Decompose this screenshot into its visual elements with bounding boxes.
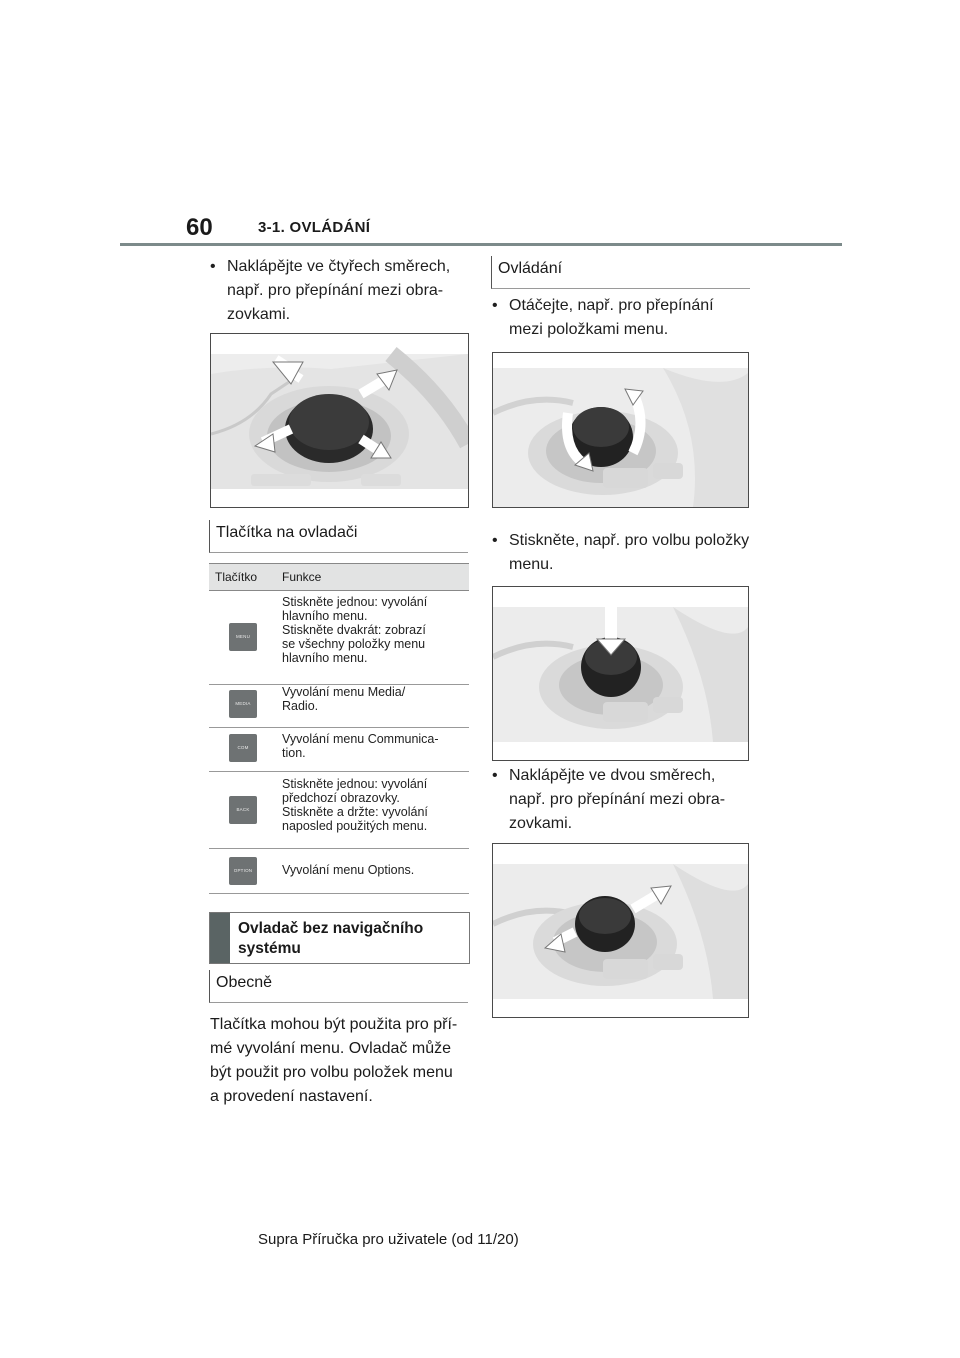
- column-header-button: Tlačítko: [215, 570, 258, 584]
- bullet-line: zovkami.: [227, 306, 291, 323]
- section-title: 3-1. OVLÁDÁNÍ: [258, 219, 371, 236]
- table-header: [209, 563, 469, 591]
- table-row: [209, 728, 469, 772]
- table-row: [209, 772, 469, 849]
- page-number: 60: [186, 214, 213, 241]
- controller-two-direction-illustration: [492, 843, 749, 1018]
- bullet-line: Naklápějte ve čtyřech směrech,: [227, 258, 451, 275]
- back-button-icon: BACK: [229, 796, 257, 824]
- function-cell: Vyvolání menu Media/ Radio.: [282, 685, 406, 713]
- table-row: [209, 849, 469, 894]
- bullet-tilt-four: [210, 255, 472, 327]
- media-button-icon: MEDIA: [229, 690, 257, 718]
- bullet-dot: •: [492, 297, 498, 314]
- bullet-dot: •: [492, 532, 498, 549]
- function-cell: Stiskněte jednou: vyvolání předchozí obrazovky. Stiskněte a držte: vyvolání naposled použitých menu.: [282, 777, 428, 833]
- section-heading-bar: [209, 912, 470, 964]
- section-marker: [210, 913, 230, 963]
- bullet-dot: •: [210, 258, 216, 275]
- subheading-general: Obecně: [209, 970, 468, 1003]
- subheading-controller-buttons: Tlačítka na ovladači: [209, 520, 468, 553]
- buttons-table: [209, 563, 469, 894]
- controller-press-illustration: [492, 586, 749, 761]
- column-header-function: Funkce: [282, 570, 322, 584]
- table-row: [209, 590, 469, 685]
- bullet-tilt-two: • Naklápějte ve dvou směrech, např. pro přepínání mezi obra- zovkami.: [509, 764, 754, 836]
- function-cell: Stiskněte jednou: vyvolání hlavního menu. Stiskněte dvakrát: zobrazí se všechny položky menu hlavního menu.: [282, 595, 428, 665]
- controller-rotate-illustration: [492, 352, 749, 508]
- controller-four-direction-illustration: [210, 333, 469, 508]
- footer-text: Supra Příručka pro uživatele (od 11/20): [258, 1231, 519, 1248]
- header-divider: [120, 243, 842, 246]
- option-button-icon: OPTION: [229, 857, 257, 885]
- bullet-rotate: • Otáčejte, např. pro přepínání mezi položkami menu.: [509, 294, 754, 342]
- section-heading: Ovladač bez navigačního systému: [238, 920, 424, 957]
- table-row: [209, 685, 469, 728]
- bullet-press: • Stiskněte, např. pro volbu položky menu.: [509, 529, 754, 577]
- communication-button-icon: COM: [229, 734, 257, 762]
- function-cell: Vyvolání menu Options.: [282, 863, 415, 877]
- menu-button-icon: MENU: [229, 623, 257, 651]
- function-cell: Vyvolání menu Communica- tion.: [282, 732, 439, 760]
- subheading-operation: Ovládání: [491, 256, 750, 289]
- bullet-line: např. pro přepínání mezi obra-: [227, 282, 444, 299]
- body-paragraph: Tlačítka mohou být použita pro pří- mé vyvolání menu. Ovladač může být použit pro volbu položek menu a provedení nastavení.: [210, 1016, 458, 1105]
- bullet-dot: •: [492, 767, 498, 784]
